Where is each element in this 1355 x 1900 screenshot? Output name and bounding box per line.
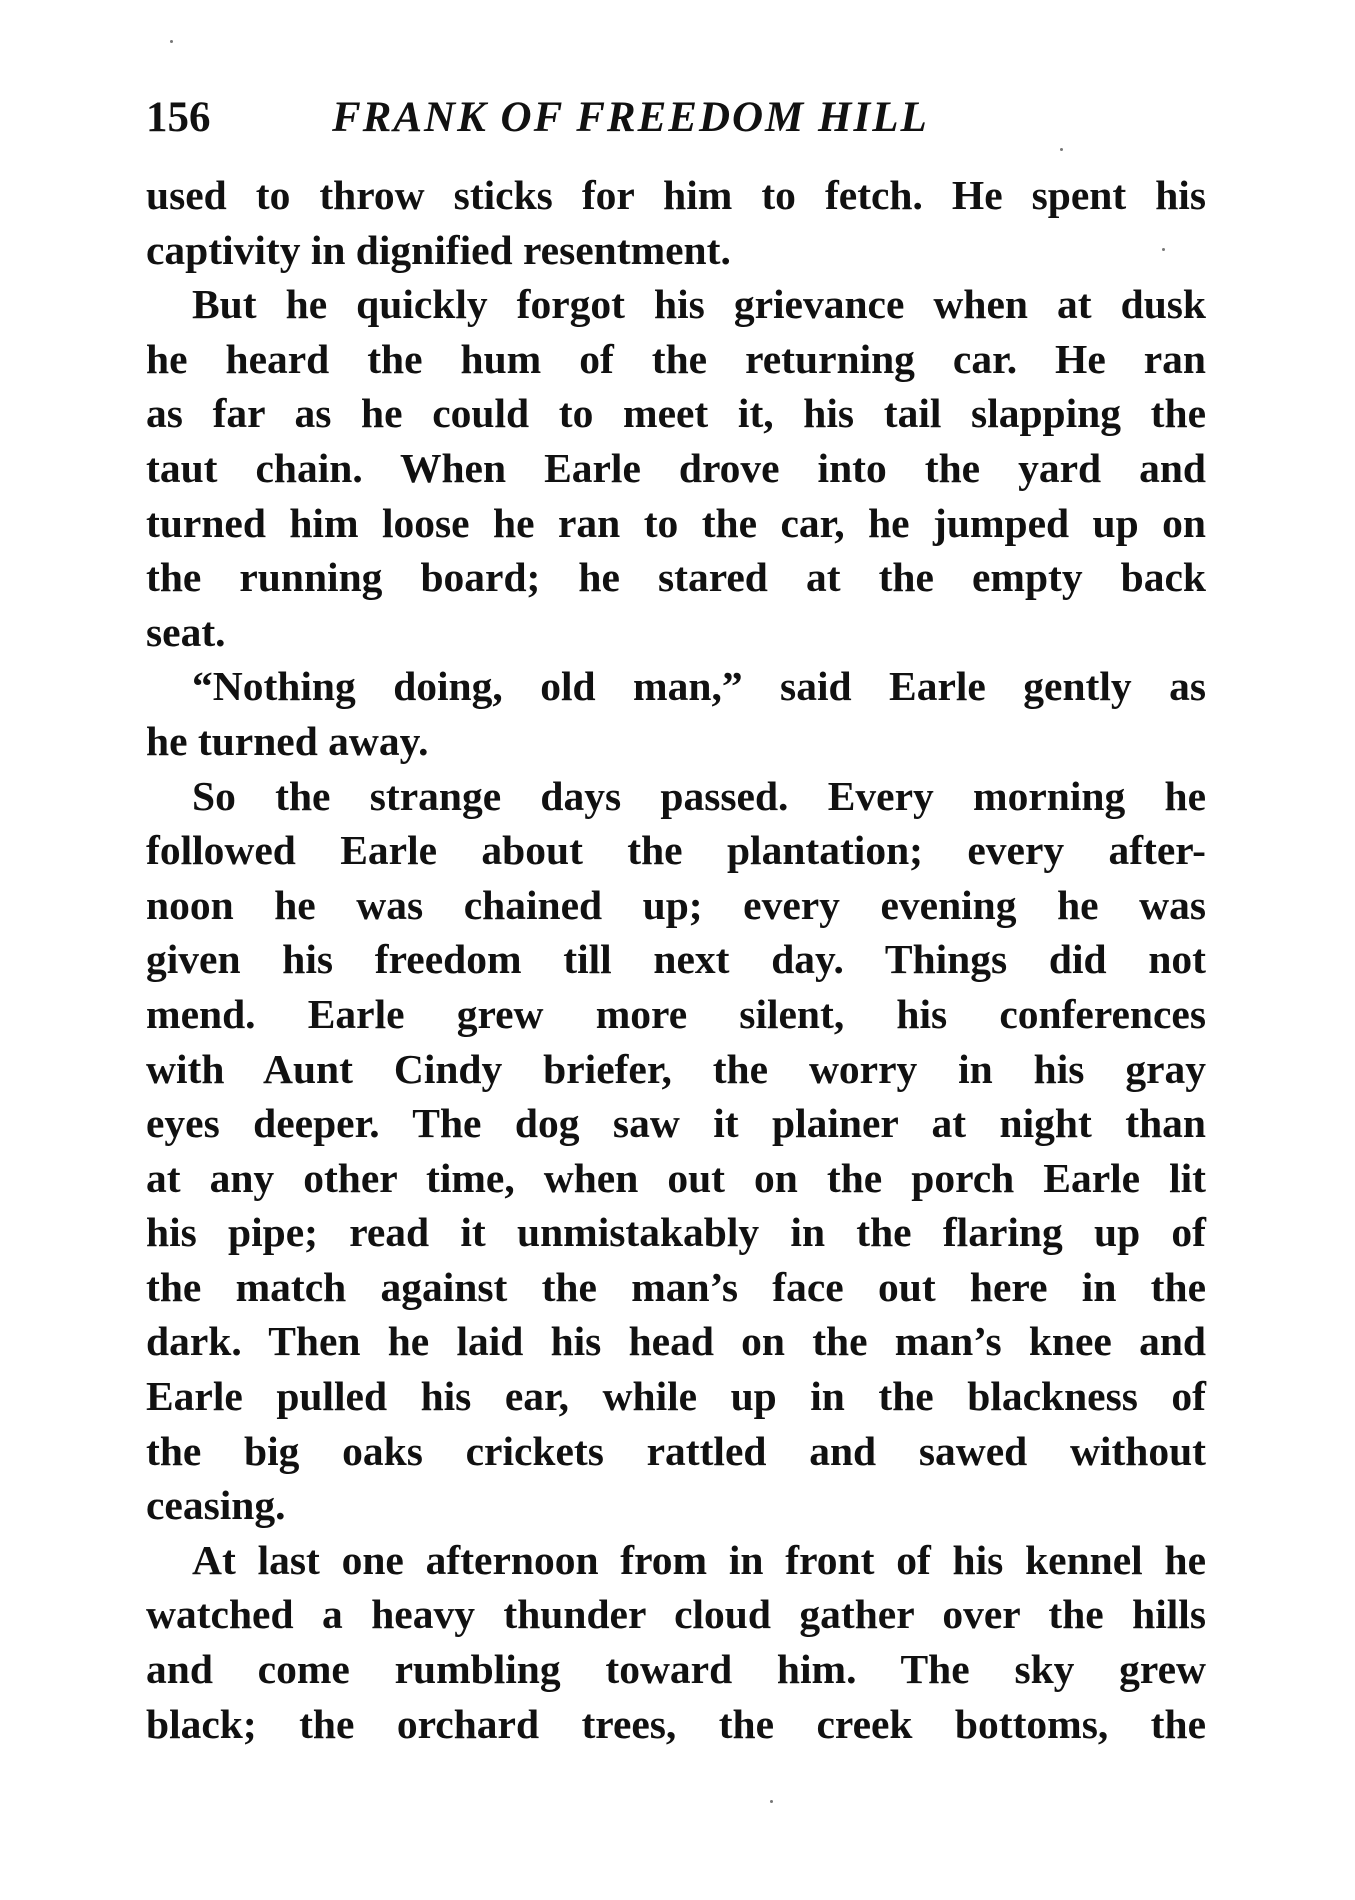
running-head: [146, 88, 1206, 148]
text-line: followed Earle about the plantation; every after-: [146, 827, 1206, 874]
speck: [170, 40, 173, 43]
text-line: So the strange days passed. Every morning he: [192, 772, 1206, 819]
text-line: the running board; he stared at the empty back: [146, 554, 1206, 601]
text-line: black; the orchard trees, the creek bottoms, the: [146, 1700, 1206, 1747]
text-line: dark. Then he laid his head on the man’s knee and: [146, 1318, 1206, 1365]
text-line: with Aunt Cindy briefer, the worry in his gray: [146, 1045, 1206, 1092]
text-line: taut chain. When Earle drove into the yard and: [146, 444, 1206, 491]
text-line: his pipe; read it unmistakably in the flaring up of: [146, 1209, 1206, 1256]
text-line: he turned away.: [146, 717, 429, 764]
text-line: eyes deeper. The dog saw it plainer at night than: [146, 1100, 1206, 1147]
text-line: seat.: [146, 608, 226, 655]
text-line: noon he was chained up; every evening he was: [146, 881, 1206, 928]
text-line: At last one afternoon from in front of his kennel he: [192, 1536, 1206, 1583]
book-title: FRANK OF FREEDOM HILL: [332, 94, 929, 141]
text-line: ceasing.: [146, 1482, 286, 1529]
speck: [770, 1800, 773, 1803]
page-number: 156: [146, 94, 211, 141]
text-line: given his freedom till next day. Things did not: [146, 936, 1206, 983]
text-line: at any other time, when out on the porch Earle lit: [146, 1154, 1206, 1201]
body-text: [146, 168, 1206, 1751]
text-line: he heard the hum of the returning car. He ran: [146, 335, 1206, 382]
speck: [1162, 248, 1165, 251]
text-line: captivity in dignified resentment.: [146, 226, 731, 273]
text-line: the match against the man’s face out here in the: [146, 1263, 1206, 1310]
text-line: Earle pulled his ear, while up in the blackness of: [146, 1373, 1206, 1420]
text-line: and come rumbling toward him. The sky grew: [146, 1646, 1206, 1693]
text-line: “Nothing doing, old man,” said Earle gently as: [192, 663, 1206, 710]
text-line: used to throw sticks for him to fetch. He spent his: [146, 172, 1206, 218]
text-line: turned him loose he ran to the car, he jumped up on: [146, 499, 1206, 546]
text-line: the big oaks crickets rattled and sawed without: [146, 1427, 1206, 1474]
text-line: watched a heavy thunder cloud gather over the hills: [146, 1591, 1206, 1638]
speck: [1060, 148, 1063, 151]
text-line: But he quickly forgot his grievance when at dusk: [192, 281, 1206, 328]
text-line: mend. Earle grew more silent, his conferences: [146, 990, 1206, 1037]
text-line: as far as he could to meet it, his tail slapping the: [146, 390, 1206, 437]
